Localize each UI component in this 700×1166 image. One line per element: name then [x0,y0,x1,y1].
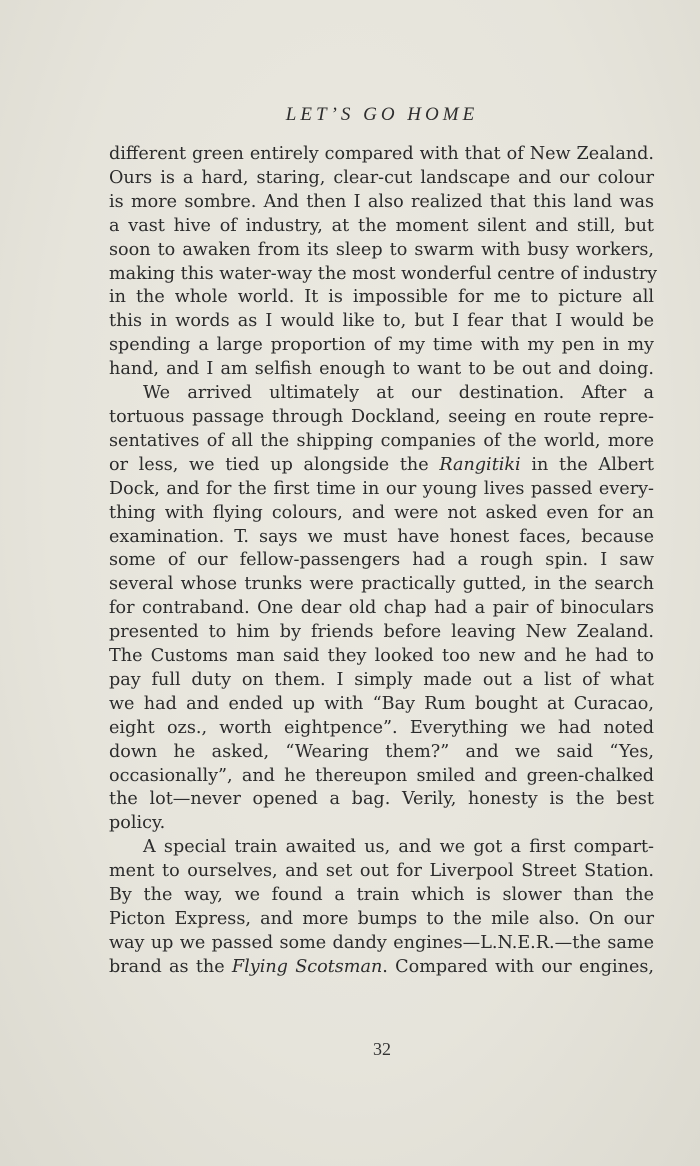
text-line: thing with flying colours, and were not asked even for an [109,502,654,523]
text-line: sentatives of all the shipping companies of the world, more [109,430,654,451]
text-line: Picton Express, and more bumps to the mile also. On our [109,909,654,929]
text-line: occasionally”, and he thereupon smiled and green-chalked [109,765,654,786]
text-line: for contraband. One dear old chap had a pair of binoculars [109,598,654,619]
text-line: presented to him by friends before leaving New Zealand. [109,622,654,643]
text-line: hand, and I am selfish enough to want to be out and doing. [109,359,654,380]
text-line: we had and ended up with “Bay Rum bought at Curacao, [109,693,654,714]
text-line: soon to awaken from its sleep to swarm with busy workers, [109,239,654,260]
text-line: By the way, we found a train which is slower than the [109,885,654,906]
text-line: A special train awaited us, and we got a first compart- [143,837,654,858]
text-line: making this water-way the most wonderful centre of industry [109,263,658,284]
text-line: this in words as I would like to, but I fear that I would be [109,311,654,332]
text-line: the lot—never opened a bag. Verily, honesty is the best [109,789,654,810]
text-line: in the whole world. It is impossible for me to picture all [109,287,654,308]
text-line: policy. [109,813,166,834]
text-line: a vast hive of industry, at the moment silent and still, but [109,215,654,236]
text-line: several whose trunks were practically gutted, in the search [109,574,654,595]
text-line: down he asked, “Wearing them?” and we said “Yes, [109,741,654,762]
text-line: way up we passed some dandy engines—L.N.E.R.—the same [109,932,654,953]
text-line: eight ozs., worth eightpence”. Everything we had noted [109,717,654,738]
text-line: spending a large proportion of my time with my pen in my [109,335,654,356]
text-line: tortuous passage through Dockland, seeing en route repre- [109,406,654,427]
text-line: brand as the Flying Scotsman. Compared with our engines, [109,956,654,977]
text-line: some of our fellow-passengers had a rough spin. I saw [109,550,654,571]
text-line: ment to ourselves, and set out for Liverpool Street Station. [109,861,654,882]
text-line: or less, we tied up alongside the Rangitiki in the Albert [109,454,654,475]
text-line: Dock, and for the first time in our young lives passed every- [109,478,654,499]
text-line: The Customs man said they looked too new and he had to [109,646,654,667]
text-line: is more sombre. And then I also realized that this land was [109,191,654,212]
text-line: examination. T. says we must have honest faces, because [109,526,654,547]
running-head: LET’S GO HOME [285,104,479,125]
body-text [109,143,658,980]
text-line: pay full duty on them. I simply made out a list of what [109,669,654,690]
page-number: 32 [373,1039,391,1059]
text-line: different green entirely compared with that of New Zealand. [109,144,654,164]
text-line: Ours is a hard, staring, clear-cut landscape and our colour [109,167,654,188]
text-line: We arrived ultimately at our destination. After a [143,383,654,404]
